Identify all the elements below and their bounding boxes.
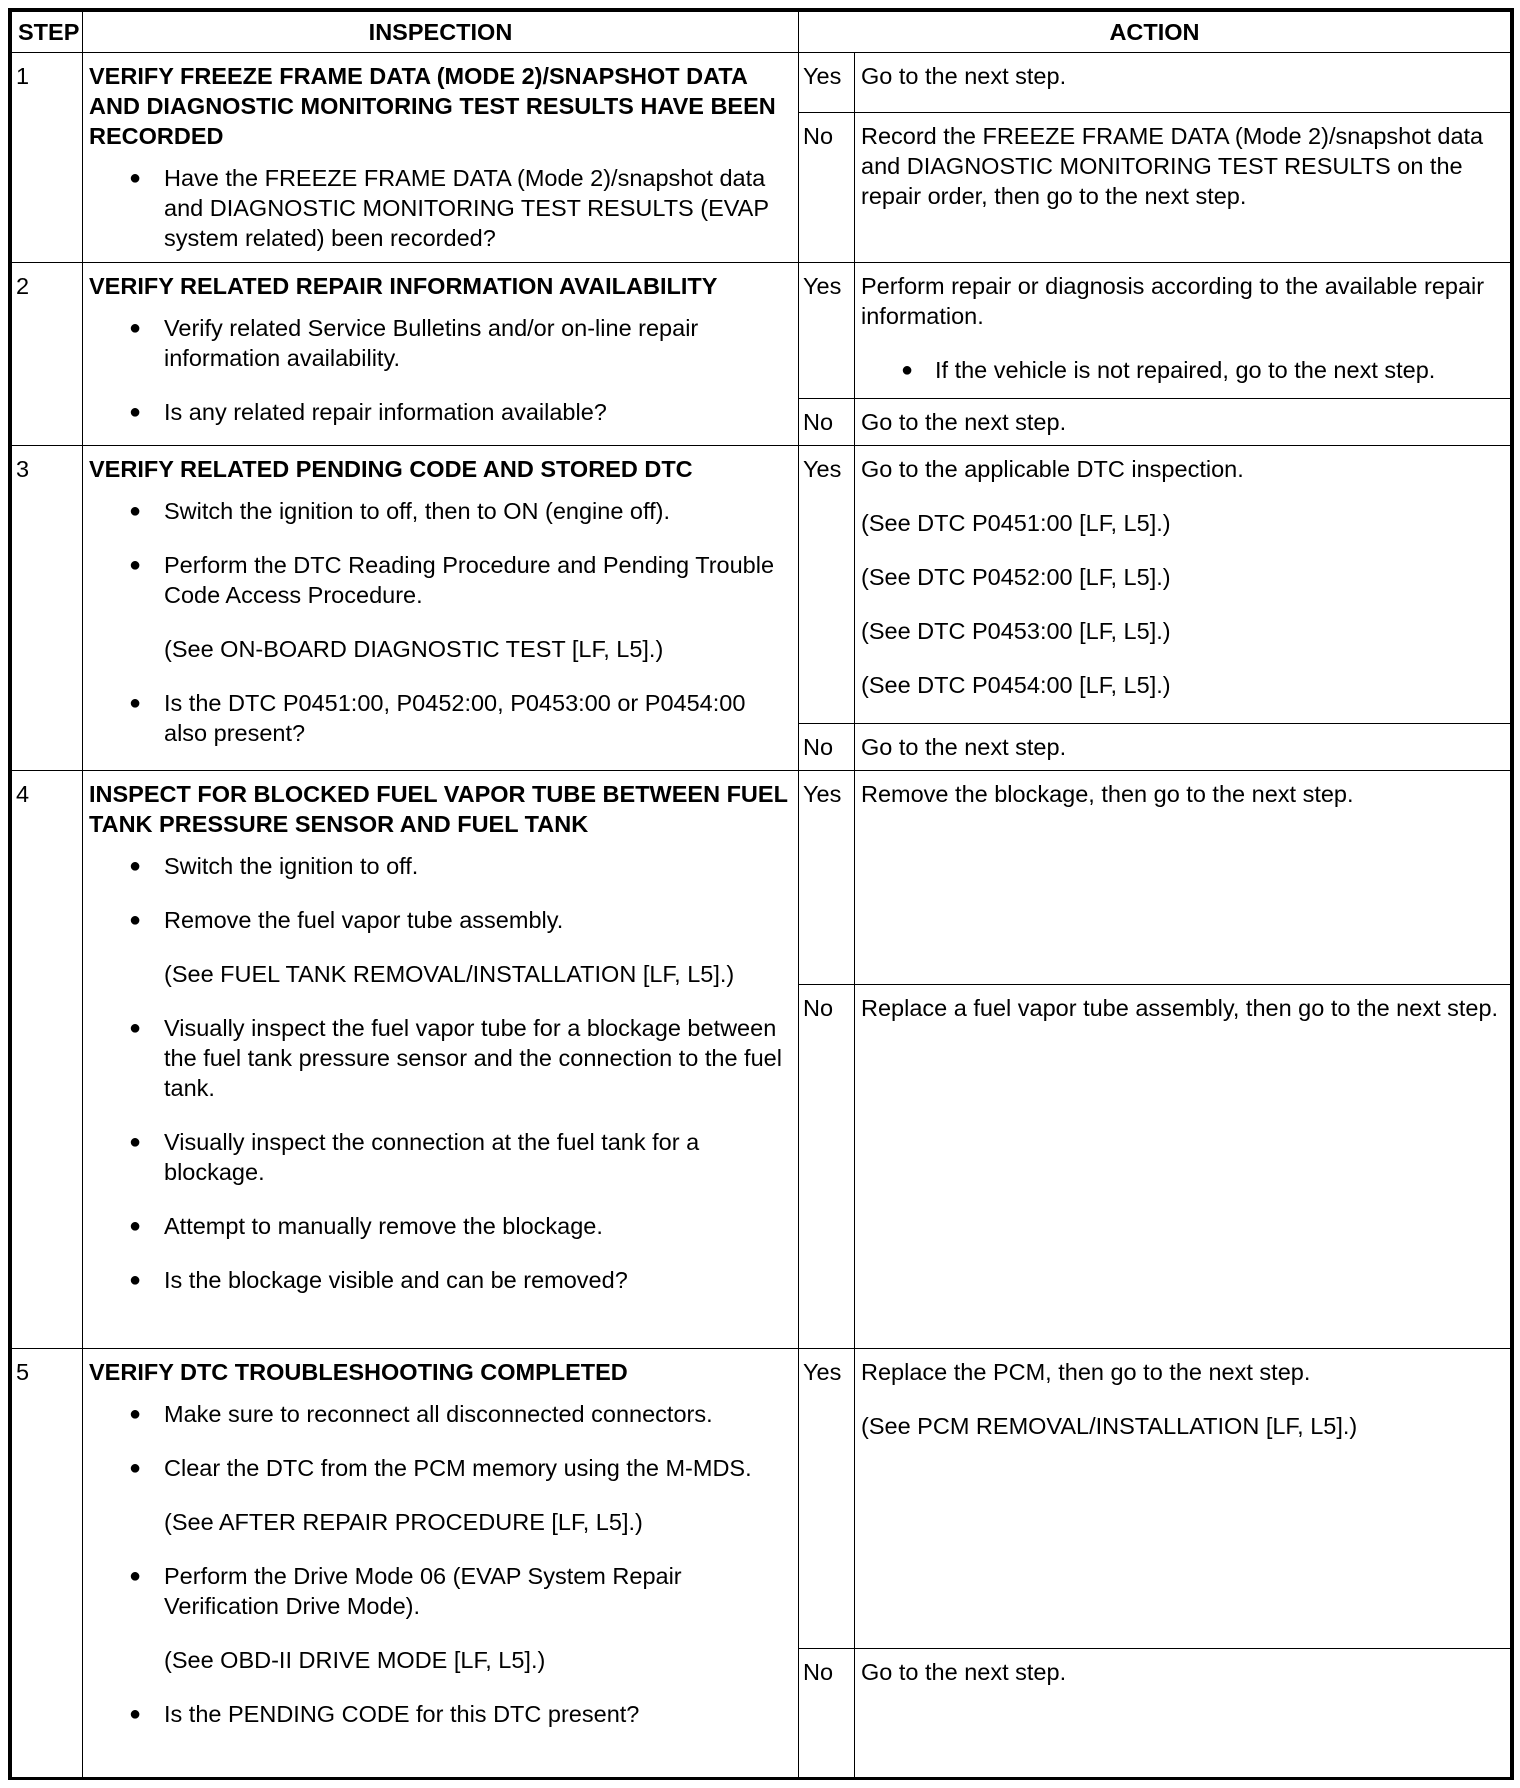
step-3-yes-label: Yes <box>799 446 855 724</box>
step-4-no-label: No <box>799 985 855 1349</box>
step-2-yes-bullets <box>861 355 1504 385</box>
step-5-yes-ref-1: (See PCM REMOVAL/INSTALLATION [LF, L5].) <box>861 1413 1358 1439</box>
step-2-yes-text: Perform repair or diagnosis according to the available repair information. <box>861 273 1485 329</box>
step-2-no-action: Go to the next step. <box>855 399 1511 446</box>
step-4-bullets <box>89 851 792 935</box>
header-row <box>12 12 1511 53</box>
step-1-no-action: Record the FREEZE FRAME DATA (Mode 2)/snapshot data and DIAGNOSTIC MONITORING TEST RESULTS on the repair order, then go to the next step. <box>855 113 1511 263</box>
step-3-number: 3 <box>12 446 83 771</box>
step-2-yes-bullet: ● If the vehicle is not repaired, go to the next step. <box>861 355 1504 385</box>
step-3-heading: VERIFY RELATED PENDING CODE AND STORED DTC <box>89 456 693 482</box>
step-1-inspection <box>83 53 799 263</box>
step-2-number: 2 <box>12 263 83 446</box>
step-1-yes-action: Go to the next step. <box>855 53 1511 113</box>
step-3-yes-ref-1: (See DTC P0451:00 [LF, L5].) <box>861 510 1171 536</box>
step-2-no-label: No <box>799 399 855 446</box>
step-4-ref-1: (See FUEL TANK REMOVAL/INSTALLATION [LF, L5].) <box>164 961 735 987</box>
step-3-no-action: Go to the next step. <box>855 724 1511 771</box>
step-4-number: 4 <box>12 771 83 1349</box>
step-3-yes-ref-4: (See DTC P0454:00 [LF, L5].) <box>861 672 1171 698</box>
step-5-bullet-1: ● Make sure to reconnect all disconnected connectors. <box>89 1399 792 1429</box>
step-5-bullet-4: ● Is the PENDING CODE for this DTC present? <box>89 1699 792 1729</box>
step-2-yes-action <box>855 263 1511 399</box>
step-5-yes-action <box>855 1349 1511 1649</box>
step-3-no-label: No <box>799 724 855 771</box>
step-5-inspection <box>83 1349 799 1779</box>
step-5-no-action: Go to the next step. <box>855 1649 1511 1779</box>
step-2-yes-row <box>12 263 1511 399</box>
step-3-bullet-1: ● Switch the ignition to off, then to ON (engine off). <box>89 496 792 526</box>
step-5-number: 5 <box>12 1349 83 1779</box>
step-3-bullet-2: ● Perform the DTC Reading Procedure and Pending Trouble Code Access Procedure. <box>89 550 792 610</box>
header-inspection: INSPECTION <box>83 12 799 53</box>
step-4-yes-label: Yes <box>799 771 855 985</box>
step-4-yes-action: Remove the blockage, then go to the next step. <box>855 771 1511 985</box>
step-3-inspection <box>83 446 799 771</box>
diagnostic-table <box>11 11 1511 1779</box>
step-5-bullet-3: ● Perform the Drive Mode 06 (EVAP System Repair Verification Drive Mode). <box>89 1561 792 1621</box>
step-4-bullet-6: ● Is the blockage visible and can be removed? <box>89 1265 792 1295</box>
step-5-ref-1: (See AFTER REPAIR PROCEDURE [LF, L5].) <box>164 1509 643 1535</box>
step-4-no-action: Replace a fuel vapor tube assembly, then go to the next step. <box>855 985 1511 1349</box>
header-action: ACTION <box>799 12 1511 53</box>
step-1-yes-row <box>12 53 1511 113</box>
step-1-bullet-1: ● Have the FREEZE FRAME DATA (Mode 2)/snapshot data and DIAGNOSTIC MONITORING TEST RESULTS (EVAP system related) been recorded? <box>89 163 792 253</box>
step-3-yes-ref-3: (See DTC P0453:00 [LF, L5].) <box>861 618 1171 644</box>
step-5-ref-2: (See OBD-II DRIVE MODE [LF, L5].) <box>164 1647 546 1673</box>
step-1-no-label: No <box>799 113 855 263</box>
step-3-yes-text: Go to the applicable DTC inspection. <box>861 456 1244 482</box>
step-5-no-label: No <box>799 1649 855 1779</box>
step-5-bullet-2: ● Clear the DTC from the PCM memory using the M-MDS. <box>89 1453 792 1483</box>
step-1-yes-label: Yes <box>799 53 855 113</box>
step-2-bullet-2: ● Is any related repair information available? <box>89 397 792 427</box>
step-2-yes-label: Yes <box>799 263 855 399</box>
step-4-bullet-5: ● Attempt to manually remove the blockage. <box>89 1211 792 1241</box>
step-3-bullets <box>89 496 792 610</box>
step-4-inspection <box>83 771 799 1349</box>
step-5-yes-label: Yes <box>799 1349 855 1649</box>
step-4-bullet-4: ● Visually inspect the connection at the fuel tank for a blockage. <box>89 1127 792 1187</box>
diagnostic-procedure-page <box>8 8 1514 1780</box>
step-4-heading: INSPECT FOR BLOCKED FUEL VAPOR TUBE BETWEEN FUEL TANK PRESSURE SENSOR AND FUEL TANK <box>89 781 788 837</box>
step-3-ref-1: (See ON-BOARD DIAGNOSTIC TEST [LF, L5].) <box>164 636 664 662</box>
step-3-bullets-b <box>89 688 792 748</box>
header-step: STEP <box>12 12 83 53</box>
step-3-bullet-3: ● Is the DTC P0451:00, P0452:00, P0453:00 or P0454:00 also present? <box>89 688 792 748</box>
step-1-heading: VERIFY FREEZE FRAME DATA (MODE 2)/SNAPSHOT DATA AND DIAGNOSTIC MONITORING TEST RESULTS HAVE BEEN RECORDED <box>89 63 776 149</box>
step-1-bullets <box>89 163 792 253</box>
step-2-heading: VERIFY RELATED REPAIR INFORMATION AVAILABILITY <box>89 273 718 299</box>
step-4-bullet-1: ● Switch the ignition to off. <box>89 851 792 881</box>
step-5-yes-text: Replace the PCM, then go to the next step. <box>861 1359 1311 1385</box>
step-5-bullets-b <box>89 1561 792 1621</box>
step-5-heading: VERIFY DTC TROUBLESHOOTING COMPLETED <box>89 1359 628 1385</box>
step-2-bullets <box>89 313 792 427</box>
step-3-yes-action <box>855 446 1511 724</box>
step-4-bullets-b <box>89 1013 792 1295</box>
step-2-inspection <box>83 263 799 446</box>
step-5-yes-row <box>12 1349 1511 1649</box>
step-3-yes-row <box>12 446 1511 724</box>
step-4-bullet-3: ● Visually inspect the fuel vapor tube for a blockage between the fuel tank pressure sensor and the connection to the fuel tank. <box>89 1013 792 1103</box>
step-2-bullet-1: ● Verify related Service Bulletins and/or on-line repair information availability. <box>89 313 792 373</box>
step-3-yes-ref-2: (See DTC P0452:00 [LF, L5].) <box>861 564 1171 590</box>
step-1-number: 1 <box>12 53 83 263</box>
step-5-bullets-c <box>89 1699 792 1729</box>
step-5-bullets <box>89 1399 792 1483</box>
step-4-yes-row <box>12 771 1511 985</box>
step-4-bullet-2: ● Remove the fuel vapor tube assembly. <box>89 905 792 935</box>
